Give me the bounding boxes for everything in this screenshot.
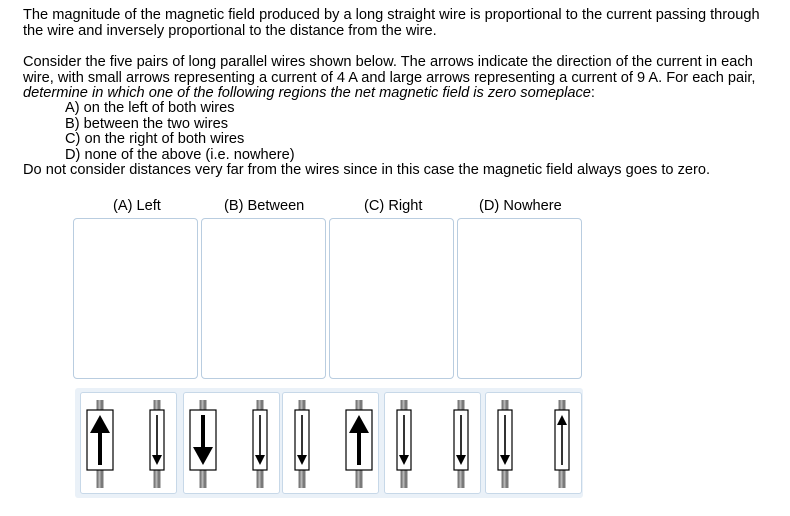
- option-c: [65, 132, 244, 148]
- wire-left-large-down: [190, 400, 216, 488]
- wire-pair-diagram: [283, 393, 380, 495]
- drop-zone-between[interactable]: [201, 218, 326, 379]
- wire-right-small-up: [555, 400, 569, 488]
- bin-label-right: (C) Right: [364, 198, 423, 214]
- option-text: none of the above (i.e. nowhere): [84, 147, 295, 163]
- wire-right-small-down: [150, 400, 164, 488]
- wire-right-small-down: [253, 400, 267, 488]
- instructions-end: :: [590, 85, 595, 102]
- wire-right-small-down: [454, 400, 468, 488]
- wire-pair-diagram: [184, 393, 281, 495]
- wire-pair-diagram: [486, 393, 583, 495]
- bin-label-nowhere: (D) Nowhere: [479, 198, 562, 214]
- option-letter: A): [65, 100, 80, 116]
- bin-label-between: (B) Between: [224, 198, 305, 214]
- wire-pair-card-1[interactable]: [80, 392, 177, 494]
- note-text: Do not consider distances very far from the wires since in this case the magnetic field always goes to zero.: [23, 162, 711, 178]
- wire-pair-diagram: [81, 393, 178, 495]
- wire-left-small-down: [397, 400, 411, 488]
- instructions-lead: Consider the five pairs of long parallel wires shown below. The arrows indicate the direction of the current in each wire, with small arrows representing a current of 4 A and large arrows representing a current of 9 A. For each pair,: [23, 54, 756, 86]
- instructions-text: [23, 55, 785, 102]
- drop-zone-left[interactable]: [73, 218, 198, 379]
- option-a: [65, 101, 235, 117]
- option-text: on the right of both wires: [84, 131, 245, 147]
- wire-pair-card-3[interactable]: [282, 392, 379, 494]
- option-letter: D): [65, 147, 81, 163]
- wire-pair-diagram: [385, 393, 482, 495]
- wire-left-small-down: [295, 400, 309, 488]
- wire-right-large-up: [346, 400, 372, 488]
- wire-left-large-up: [87, 400, 113, 488]
- wire-pair-card-5[interactable]: [485, 392, 582, 494]
- option-letter: B): [65, 116, 80, 132]
- wire-pair-card-2[interactable]: [183, 392, 280, 494]
- option-letter: C): [65, 131, 81, 147]
- wire-left-small-down: [498, 400, 512, 488]
- option-text: on the left of both wires: [83, 100, 235, 116]
- wire-pair-card-4[interactable]: [384, 392, 481, 494]
- instructions-emphasis: determine in which one of the following regions the net magnetic field is zero someplace: [23, 85, 591, 102]
- intro-text: The magnitude of the magnetic field produced by a long straight wire is proportional to the current passing through the wire and inversely proportional to the distance from the wire.: [23, 7, 760, 39]
- drop-zone-nowhere[interactable]: [457, 218, 582, 379]
- drop-zone-right[interactable]: [329, 218, 454, 379]
- bin-label-left: (A) Left: [113, 198, 161, 214]
- option-text: between the two wires: [83, 116, 229, 132]
